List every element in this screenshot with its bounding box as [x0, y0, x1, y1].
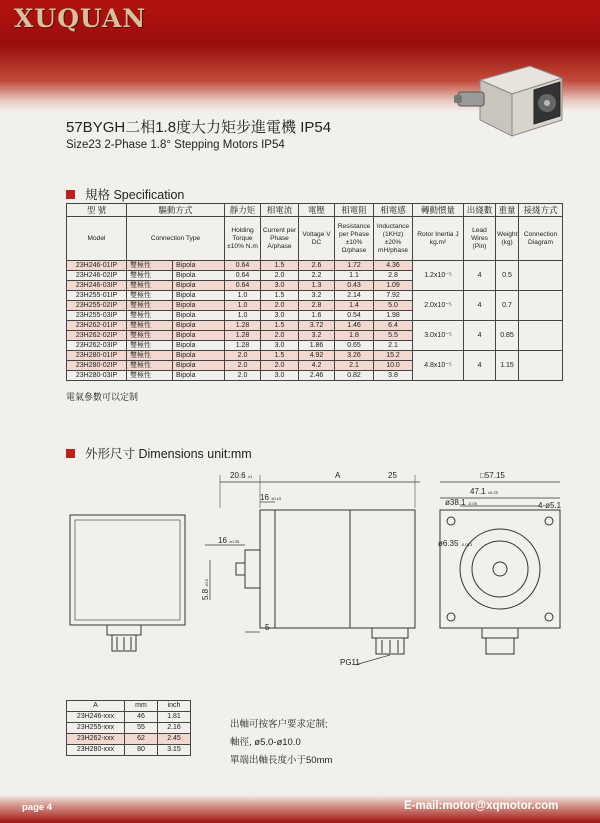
- col-header-en: Inductance (1KHz) ±20% mH/phase: [374, 217, 413, 261]
- table-cell: Bipola: [173, 301, 225, 311]
- dim-label: 16: [218, 536, 227, 545]
- table-cell: 1.0: [225, 311, 261, 321]
- table-cell: Bipola: [173, 321, 225, 331]
- col-header-en: Holding Torque ±10% N.m: [225, 217, 261, 261]
- table-cell: 4.92: [299, 351, 335, 361]
- table-cell: 0.54: [335, 311, 374, 321]
- col-header: 驅動方式: [127, 204, 225, 217]
- table-cell: 23H246-03IP: [67, 281, 127, 291]
- dim-tolerance: -0.013: [460, 542, 473, 547]
- table-cell: 23H280-01IP: [67, 351, 127, 361]
- table-cell: 2.0: [261, 361, 299, 371]
- table-cell: 4: [464, 351, 496, 381]
- table-cell: 4: [464, 321, 496, 351]
- table-cell: 1.86: [299, 341, 335, 351]
- table-cell: 23H246-xxx: [67, 712, 125, 723]
- table-cell: Bipola: [173, 371, 225, 381]
- table-cell: 2.0: [261, 271, 299, 281]
- col-header-en: Lead Wires (Pin): [464, 217, 496, 261]
- table-cell: 雙極性: [127, 341, 173, 351]
- dim-label: 20.6: [230, 471, 246, 480]
- table-cell: 雙極性: [127, 361, 173, 371]
- table-cell: 23H255-02IP: [67, 301, 127, 311]
- spec-table: [66, 203, 563, 381]
- table-cell: 0.5: [496, 261, 519, 291]
- table-cell: Bipola: [173, 291, 225, 301]
- col-header: 型 號: [67, 204, 127, 217]
- table-cell: 0.85: [496, 321, 519, 351]
- table-cell: 雙極性: [127, 331, 173, 341]
- table-cell: 2.0: [225, 361, 261, 371]
- table-cell: 1.28: [225, 331, 261, 341]
- table-cell: 1.28: [225, 341, 261, 351]
- dim-tolerance: ±0.35: [229, 539, 240, 544]
- table-cell: 5.0: [374, 301, 413, 311]
- table-cell: 1.72: [335, 261, 374, 271]
- table-row: [67, 291, 563, 301]
- table-cell: 0.64: [225, 281, 261, 291]
- page-title: 57BYGH二相1.8度大力矩步進電機 IP54: [66, 119, 332, 136]
- table-cell: Bipola: [173, 331, 225, 341]
- table-cell: 雙極性: [127, 291, 173, 301]
- table-cell: 2.14: [335, 291, 374, 301]
- table-cell: 7.92: [374, 291, 413, 301]
- table-cell: 1.46: [335, 321, 374, 331]
- contact-email: E-mail:motor@xqmotor.com: [404, 800, 559, 812]
- customization-notes: [230, 716, 332, 770]
- table-cell: 4.36: [374, 261, 413, 271]
- spec-header-cn-row: [67, 204, 563, 217]
- table-cell: 4.8x10⁻⁵: [413, 351, 464, 381]
- col-header: 重量: [496, 204, 519, 217]
- table-cell: 23H262-xxx: [67, 734, 125, 745]
- spec-heading-text: 規格 Specification: [85, 188, 185, 202]
- connection-diagram-cell: [519, 261, 563, 291]
- table-cell: Bipola: [173, 261, 225, 271]
- table-cell: 3.0: [261, 281, 299, 291]
- connection-diagram-cell: [519, 321, 563, 351]
- dim-label: 16: [260, 493, 269, 502]
- dim-tolerance: -0.05: [467, 501, 477, 506]
- dim-label: A: [335, 471, 341, 480]
- table-cell: 1.28: [225, 321, 261, 331]
- rear-view-outline: [70, 515, 185, 625]
- table-cell: 2.0: [261, 331, 299, 341]
- table-row: [67, 261, 563, 271]
- table-cell: 雙極性: [127, 261, 173, 271]
- table-cell: 6.4: [374, 321, 413, 331]
- side-view-body: [260, 510, 415, 628]
- connection-diagram-cell: [519, 351, 563, 381]
- table-cell: Bipola: [173, 311, 225, 321]
- table-cell: 2.45: [158, 734, 191, 745]
- table-cell: 0.64: [225, 271, 261, 281]
- table-cell: 4: [464, 291, 496, 321]
- dim-label: □57.15: [480, 471, 505, 480]
- spec-heading: [66, 185, 184, 203]
- table-cell: 23H262-01IP: [67, 321, 127, 331]
- table-row: [67, 351, 563, 361]
- table-cell: 3.0: [261, 371, 299, 381]
- table-cell: 3.0: [261, 311, 299, 321]
- dim-tolerance: ±0.25: [487, 490, 498, 495]
- svg-text:20.6 ±1: [230, 471, 253, 480]
- table-cell: 46: [125, 712, 158, 723]
- table-cell: 23H255-xxx: [67, 723, 125, 734]
- table-cell: 0.82: [335, 371, 374, 381]
- svg-text:16 ±0.15: [260, 493, 282, 502]
- note-line: 軸徑, ø5.0-ø10.0: [230, 737, 301, 748]
- table-cell: 1.4: [335, 301, 374, 311]
- col-header-en: Model: [67, 217, 127, 261]
- table-cell: 1.81: [158, 712, 191, 723]
- table-cell: Bipola: [173, 341, 225, 351]
- page-subtitle: Size23 2-Phase 1.8° Stepping Motors IP54: [66, 139, 285, 151]
- table-cell: 雙極性: [127, 371, 173, 381]
- table-cell: 2.16: [158, 723, 191, 734]
- table-cell: 3.26: [335, 351, 374, 361]
- col-header: 相電流: [261, 204, 299, 217]
- spec-header-en-row: [67, 217, 563, 261]
- table-cell: 2.6: [299, 261, 335, 271]
- table-cell: 1.8: [335, 331, 374, 341]
- col-header: 轉動慣量: [413, 204, 464, 217]
- table-cell: 0.65: [335, 341, 374, 351]
- spec-note: 電氣參數可以定制: [66, 392, 139, 402]
- col-header-en: Resistance per Phase ±10% Ω/phase: [335, 217, 374, 261]
- table-cell: Bipola: [173, 361, 225, 371]
- col-header: 相電阻: [335, 204, 374, 217]
- col-header-en: Connection Type: [127, 217, 225, 261]
- table-cell: 23H280-xxx: [67, 745, 125, 756]
- table-cell: 0.64: [225, 261, 261, 271]
- table-cell: 2.1: [374, 341, 413, 351]
- square-bullet-icon: [66, 190, 75, 199]
- table-cell: 2.46: [299, 371, 335, 381]
- table-cell: 62: [125, 734, 158, 745]
- table-cell: 1.5: [261, 321, 299, 331]
- svg-text:ø38.1 -0.05: [445, 498, 478, 507]
- col-header-en: Connection Diagram: [519, 217, 563, 261]
- table-cell: 3.0: [261, 341, 299, 351]
- brand-logo: XUQUAN: [14, 4, 147, 33]
- table-cell: 1.0: [225, 291, 261, 301]
- table-cell: 雙極性: [127, 301, 173, 311]
- shaft: [245, 550, 260, 588]
- col-header: 相電感: [374, 204, 413, 217]
- table-cell: 3.0x10⁻⁵: [413, 321, 464, 351]
- connection-diagram-cell: [519, 291, 563, 321]
- dimensions-table: [66, 700, 191, 756]
- table-cell: 0.7: [496, 291, 519, 321]
- table-cell: 雙極性: [127, 271, 173, 281]
- table-cell: 1.3: [299, 281, 335, 291]
- table-cell: 1.6: [299, 311, 335, 321]
- table-cell: 23H262-02IP: [67, 331, 127, 341]
- table-cell: 雙極性: [127, 311, 173, 321]
- table-cell: 雙極性: [127, 351, 173, 361]
- table-cell: 2.0: [225, 351, 261, 361]
- table-cell: 2.0: [225, 371, 261, 381]
- table-cell: 55: [125, 723, 158, 734]
- table-cell: 1.5: [261, 261, 299, 271]
- table-row: [67, 321, 563, 331]
- front-view-outline: [440, 510, 560, 628]
- table-cell: 4.2: [299, 361, 335, 371]
- spec-body: [67, 261, 563, 381]
- table-cell: Bipola: [173, 281, 225, 291]
- table-cell: 3.2: [299, 291, 335, 301]
- dim-label: ø6.35: [438, 539, 459, 548]
- motor-photo: [452, 62, 572, 152]
- table-cell: 3.2: [299, 331, 335, 341]
- table-cell: 23H246-01IP: [67, 261, 127, 271]
- svg-text:47.1 ±0.25: [470, 487, 499, 496]
- table-cell: 23H255-03IP: [67, 311, 127, 321]
- table-cell: 1.15: [496, 351, 519, 381]
- table-cell: Bipola: [173, 351, 225, 361]
- table-cell: 雙極性: [127, 281, 173, 291]
- table-cell: 23H262-03IP: [67, 341, 127, 351]
- page-number: page 4: [22, 802, 53, 813]
- col-header-en: Current per Phase A/phase: [261, 217, 299, 261]
- svg-text:16 ±0.35: [218, 536, 240, 545]
- col-header: 靜力矩: [225, 204, 261, 217]
- table-cell: 23H280-02IP: [67, 361, 127, 371]
- table-cell: 2.0: [261, 301, 299, 311]
- table-cell: 3.15: [158, 745, 191, 756]
- table-cell: 雙極性: [127, 321, 173, 331]
- table-cell: 15.2: [374, 351, 413, 361]
- table-cell: 3.72: [299, 321, 335, 331]
- note-line: 出軸可按客户要求定制;: [230, 719, 328, 730]
- table-cell: 2.0x10⁻⁵: [413, 291, 464, 321]
- table-cell: 80: [125, 745, 158, 756]
- col-header: 電壓: [299, 204, 335, 217]
- col-header: inch: [158, 701, 191, 712]
- dim-label: ø38.1: [445, 498, 466, 507]
- dim-tolerance: ±0.5: [204, 578, 209, 587]
- table-cell: 2.8: [299, 301, 335, 311]
- dim-tolerance: ±1: [247, 474, 253, 479]
- svg-text:ø6.35 -0.013: [438, 539, 473, 548]
- table-cell: 2.8: [374, 271, 413, 281]
- dim-tolerance: ±0.15: [271, 496, 282, 501]
- table-cell: 3.8: [374, 371, 413, 381]
- table-cell: 0.43: [335, 281, 374, 291]
- dim-label: PG11: [340, 658, 360, 667]
- svg-text:5.8 ±0.5: [201, 578, 210, 600]
- dim-label: 47.1: [470, 487, 486, 496]
- table-cell: 23H280-03IP: [67, 371, 127, 381]
- table-cell: 2.2: [299, 271, 335, 281]
- table-cell: 5.5: [374, 331, 413, 341]
- table-cell: 10.0: [374, 361, 413, 371]
- dim-label: 5.8: [201, 588, 210, 600]
- table-cell: 1.2x10⁻⁵: [413, 261, 464, 291]
- table-cell: 23H246-02IP: [67, 271, 127, 281]
- dimension-drawing: [60, 460, 580, 695]
- table-cell: 4: [464, 261, 496, 291]
- dim-label: 25: [388, 471, 397, 480]
- square-bullet-icon: [66, 449, 75, 458]
- table-cell: 1.09: [374, 281, 413, 291]
- col-header: 接綫方式: [519, 204, 563, 217]
- col-header-en: Voltage V DC: [299, 217, 335, 261]
- col-header: 出綫數: [464, 204, 496, 217]
- table-cell: 1.0: [225, 301, 261, 311]
- table-cell: 1.98: [374, 311, 413, 321]
- col-header: A: [67, 701, 125, 712]
- table-cell: 2.1: [335, 361, 374, 371]
- dim-label: 5: [265, 623, 270, 632]
- note-line: 單端出軸長度小于50mm: [230, 755, 333, 766]
- dimensions-heading-text: 外形尺寸 Dimensions unit:mm: [85, 447, 252, 461]
- col-header-en: Weight (kg): [496, 217, 519, 261]
- col-header-en: Rotor Inertia J kg.m²: [413, 217, 464, 261]
- dim-label: 4-ø5.1: [538, 501, 562, 510]
- table-cell: 1.1: [335, 271, 374, 281]
- table-cell: 1.5: [261, 291, 299, 301]
- col-header: mm: [125, 701, 158, 712]
- table-cell: 1.5: [261, 351, 299, 361]
- table-cell: 23H255-01IP: [67, 291, 127, 301]
- table-cell: Bipola: [173, 271, 225, 281]
